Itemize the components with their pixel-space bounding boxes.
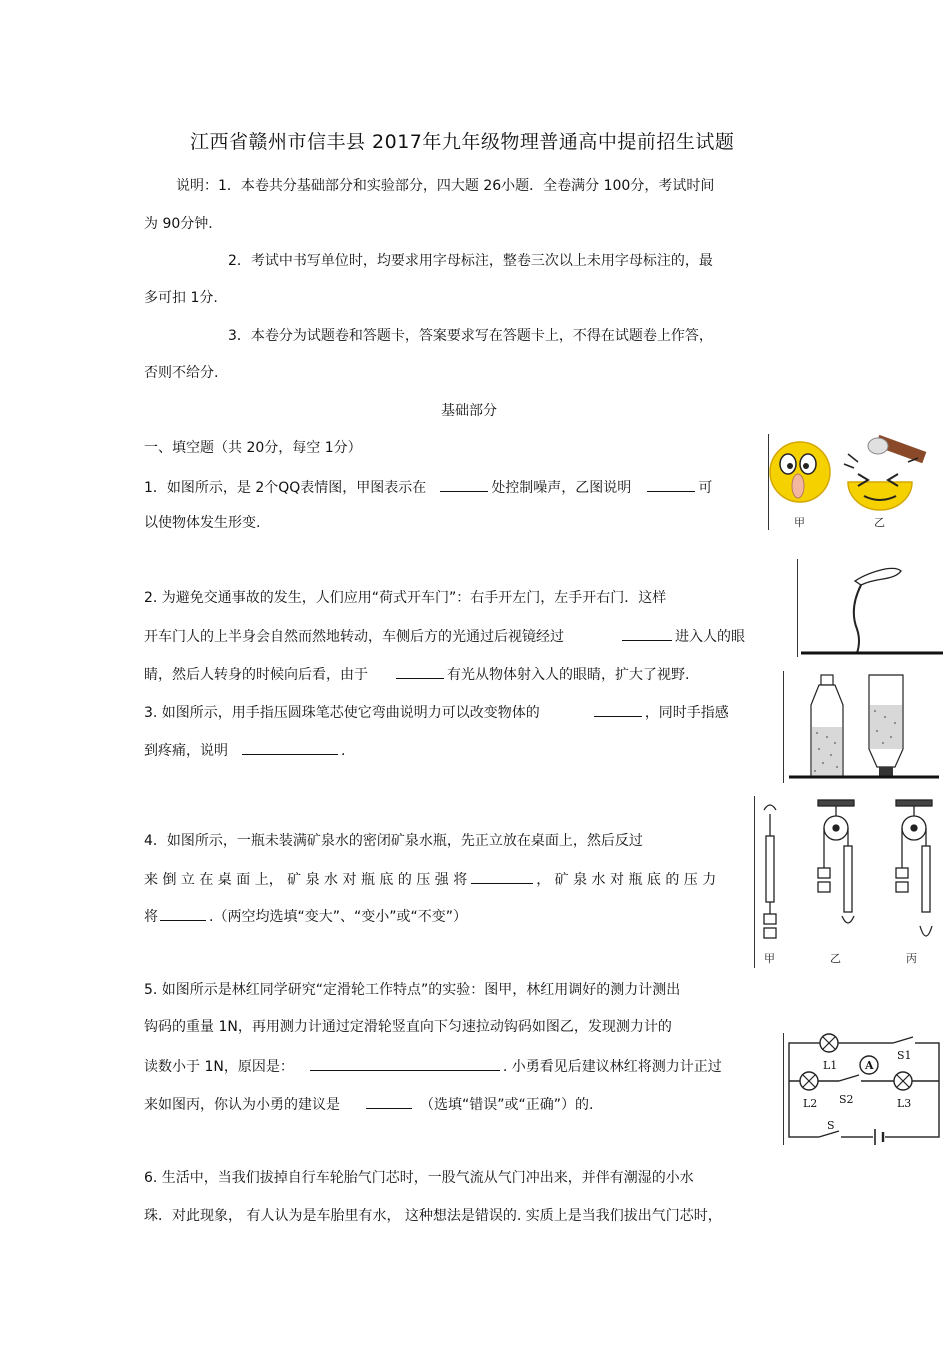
note-2-line-2: 多可扣 1分. <box>144 290 218 306</box>
q3-blank-2[interactable] <box>242 740 338 755</box>
page-title: 江西省赣州市信丰县 2017年九年级物理普通高中提前招生试题 <box>190 131 735 153</box>
pulley-label-yi: 乙 <box>830 952 841 965</box>
pen-refill-figure <box>797 559 945 657</box>
part-heading: 一、填空题（共 20分，每空 1分） <box>144 440 362 456</box>
q4-blank-2[interactable] <box>160 906 206 921</box>
label-ammeter: A <box>865 1059 874 1072</box>
q5-text-c: 读数小于 1N，原因是： <box>144 1059 294 1075</box>
label-s2: S2 <box>839 1093 854 1106</box>
question-5-line-3 <box>144 1056 722 1076</box>
finger-icon <box>855 568 901 585</box>
label-l3: L3 <box>897 1097 912 1110</box>
q5-blank-1[interactable] <box>310 1056 500 1071</box>
fixed-pulley-bing-icon <box>896 800 932 936</box>
q5-blank-2[interactable] <box>366 1094 412 1109</box>
note-3-line-2: 否则不给分. <box>144 365 219 381</box>
q3-text-c: 到疼痛，说明 <box>144 743 228 759</box>
pulley-label-bing: 丙 <box>906 952 917 965</box>
label-s1: S1 <box>897 1049 912 1062</box>
question-4-line-3 <box>144 906 467 926</box>
q2-blank-1[interactable] <box>622 626 672 641</box>
bottles-figure <box>783 671 943 783</box>
q3-blank-1[interactable] <box>594 702 642 717</box>
circuit-figure <box>783 1033 943 1145</box>
q4-text-d: 将 <box>144 909 158 925</box>
pulley-figure <box>754 796 944 968</box>
inverted-bottle-icon <box>869 675 903 777</box>
q3-text-b: ，同时手指感 <box>644 705 729 721</box>
q2-blank-2[interactable] <box>396 664 444 679</box>
spring-scale-jia-icon <box>764 805 776 938</box>
q4-text-e: .（两空均选填“变大”、“变小”或“不变”） <box>209 909 467 925</box>
q5-text-d: . 小勇看见后建议林红将测力计正过 <box>502 1059 722 1075</box>
question-5-line-2: 钩码的重量 1N，再用测力计通过定滑轮竖直向下匀速拉动钩码如图乙，发现测力计的 <box>144 1019 672 1035</box>
q1-text-b: 处控制噪声，乙图说明 <box>491 480 632 496</box>
upright-bottle-icon <box>811 675 843 777</box>
q2-text-d: 睛，然后人转身的时候向后看，由于 <box>144 667 368 683</box>
question-6-line-1: 6. 生活中，当我们拔掉自行车轮胎气门芯时，一股气流从气门冲出来，并伴有潮湿的小水 <box>144 1170 694 1186</box>
emoji-label-right: 乙 <box>874 516 885 529</box>
q4-text-c: ， 矿 泉 水 对 瓶 底 的 压 力 <box>536 872 717 888</box>
question-2-line-3 <box>144 664 689 684</box>
question-1-line-2: 以使物体发生形变. <box>144 515 261 531</box>
shush-emoji-icon <box>770 442 830 502</box>
question-2-line-1: 2. 为避免交通事故的发生，人们应用“荷式开车门”：右手开左门，左手开右门．这样 <box>144 590 667 606</box>
q3-text-d: . <box>341 743 346 759</box>
question-5-line-1: 5. 如图所示是林红同学研究“定滑轮工作特点”的实验：图甲，林红用调好的测力计测出 <box>144 982 681 998</box>
label-l2: L2 <box>803 1097 818 1110</box>
pen-refill-icon <box>854 585 861 653</box>
label-s: S <box>827 1119 835 1132</box>
question-6-line-2: 珠．对此现象， 有人认为是车胎里有水， 这种想法是错误的. 实质上是当我们拔出气门芯时， <box>144 1208 722 1224</box>
pulley-label-jia: 甲 <box>764 952 775 965</box>
q5-text-f: （选填“错误”或“正确”）的. <box>420 1097 594 1113</box>
q2-text-b: 开车门人的上半身会自然而然地转动，车侧后方的光通过后视镜经过 <box>144 629 564 645</box>
q4-text-b: 来 倒 立 在 桌 面 上， 矿 泉 水 对 瓶 底 的 压 强 将 <box>144 872 468 888</box>
question-4-line-2 <box>144 869 716 889</box>
question-3-line-1 <box>144 702 729 722</box>
q3-text-a: 3. 如图所示，用手指压圆珠笔芯使它弯曲说明力可以改变物体的 <box>144 705 540 721</box>
section-heading: 基础部分 <box>441 403 497 419</box>
question-2-line-2 <box>144 626 745 646</box>
note-1-line-1: 说明：1．本卷共分基础部分和实验部分，四大题 26小题．全卷满分 100分，考试时间 <box>176 178 715 194</box>
hammer-hit-emoji-icon <box>844 435 926 510</box>
note-1-line-2: 为 90分钟. <box>144 216 213 232</box>
note-2-line-1: 2．考试中书写单位时，均要求用字母标注，整卷三次以上未用字母标注的，最 <box>228 253 713 269</box>
q4-blank-1[interactable] <box>471 869 533 884</box>
fixed-pulley-yi-icon <box>818 800 854 923</box>
q1-blank-1[interactable] <box>440 477 488 492</box>
question-4-line-1: 4．如图所示，一瓶未装满矿泉水的密闭矿泉水瓶，先正立放在桌面上，然后反过 <box>144 833 643 849</box>
question-5-line-4 <box>144 1094 593 1114</box>
label-l1: L1 <box>823 1059 838 1072</box>
q5-text-e: 来如图丙，你认为小勇的建议是 <box>144 1097 340 1113</box>
note-3-line-1: 3．本卷分为试题卷和答题卡，答案要求写在答题卡上，不得在试题卷上作答， <box>228 328 713 344</box>
question-1-line-1 <box>144 477 712 497</box>
emoji-label-left: 甲 <box>794 516 805 529</box>
question-3-line-2 <box>144 740 345 760</box>
emoji-figure <box>768 434 930 530</box>
q1-blank-2[interactable] <box>647 477 695 492</box>
q1-text-c: 可 <box>698 480 713 496</box>
q2-text-c: 进入人的眼 <box>675 629 745 645</box>
q1-text-a: 1．如图所示，是 2个QQ表情图，甲图表示在 <box>144 480 427 496</box>
q2-text-e: 有光从物体射入人的眼睛，扩大了视野. <box>447 667 690 683</box>
